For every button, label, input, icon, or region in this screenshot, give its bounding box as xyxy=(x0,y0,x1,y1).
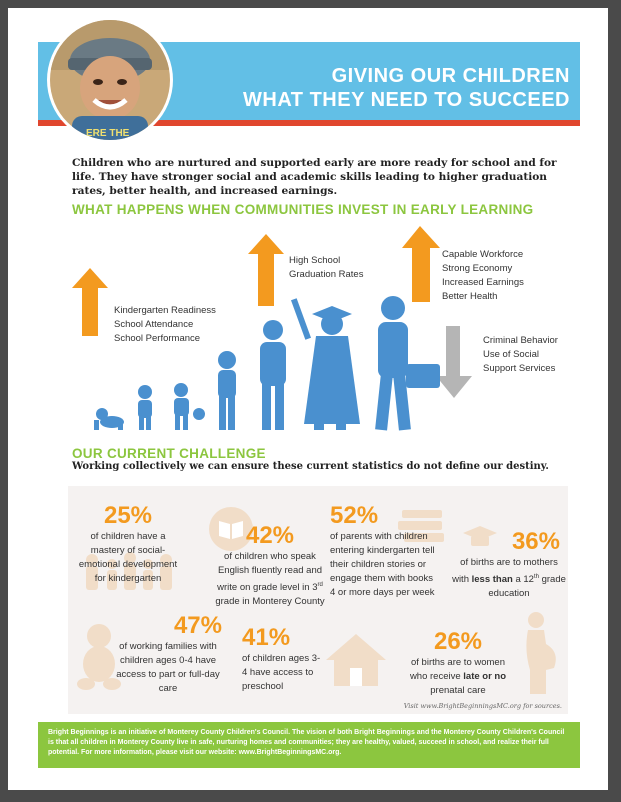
outcome-label-highschool: High School Graduation Rates xyxy=(289,255,364,280)
svg-text:ERE THE: ERE THE xyxy=(86,128,130,139)
challenge-subheading: Working collectively we can ensure these current statistics do not define our destiny. xyxy=(72,461,549,472)
outcome-label-kindergarten: Kindergarten Readiness School Attendance School Performance xyxy=(114,305,216,344)
stat-26: 26% of births are to women who receive late or no prenatal care xyxy=(409,628,507,696)
pregnant-woman-icon xyxy=(520,610,562,694)
stat-42: 42% of children who speak English fluently read and write on grade level in 3rd grade in Monterey County xyxy=(215,522,325,608)
stat-36: 36% of births are to mothers with less than a 12th grade education xyxy=(452,528,566,600)
stat-25: 25% of children have a mastery of social-emotional development for kindergarten xyxy=(78,502,178,584)
flyer-page xyxy=(8,8,608,790)
sources-note: Visit www.BrightBeginningsMC.org for sources. xyxy=(403,702,562,710)
up-arrow-icon xyxy=(402,226,440,302)
footer-note: Bright Beginnings is an initiative of Monterey County Children's Council. The vision of both Bright Beginnings and the Monterey County Children's Council is that all children in Monterey County live in safe, nurturing homes and communities; they are healthy, valued, succeed in school, and realize their full potential. For more information, please visit our website: www.BrightBeginningsMC.org. xyxy=(38,722,580,768)
up-arrow-icon xyxy=(248,234,284,306)
house-icon xyxy=(324,632,388,688)
statistics-panel xyxy=(68,486,568,714)
intro-paragraph: Children who are nurtured and supported early are more ready for school and for life. They have stronger social and academic skills leading to higher graduation rates, better health, and increased earnings. xyxy=(72,157,557,197)
outcome-label-workforce: Capable Workforce Strong Economy Increased Earnings Better Health xyxy=(442,249,524,302)
up-arrow-icon xyxy=(72,268,108,336)
stat-41: 41% of children ages 3-4 have access to preschool xyxy=(242,624,321,692)
stat-47: 47% of working families with children ages 0-4 have access to part or full-day care xyxy=(116,612,222,694)
invest-heading: WHAT HAPPENS WHEN COMMUNITIES INVEST IN EARLY LEARNING xyxy=(72,202,534,217)
child-photo xyxy=(50,20,170,140)
down-arrow-icon xyxy=(436,326,472,398)
challenge-heading: OUR CURRENT CHALLENGE xyxy=(72,446,266,461)
page-title: GIVING OUR CHILDREN WHAT THEY NEED TO SUCCEED xyxy=(243,65,570,111)
stat-52: 52% of parents with children entering kindergarten tell their children stories or engage them with books 4 or more days per week xyxy=(330,502,435,598)
outcome-label-criminal: Criminal Behavior Use of Social Support Services xyxy=(483,335,558,374)
